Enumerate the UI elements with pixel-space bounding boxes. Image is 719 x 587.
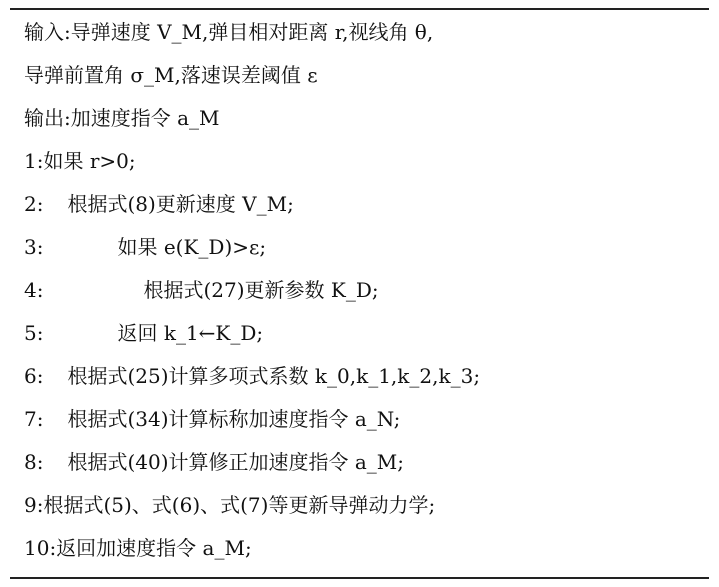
- step-5: [24, 318, 263, 348]
- input-line-1-text: 输入:导弹速度 V_M,弹目相对距离 r,视线角 θ,: [24, 20, 434, 44]
- top-rule: [10, 8, 709, 10]
- input-line-2-text: 导弹前置角 σ_M,落速误差阈值 ε: [24, 63, 318, 87]
- step-2-text: 根据式(8)更新速度 V_M;: [67, 192, 294, 216]
- step-7: [24, 404, 400, 434]
- step-8: [24, 447, 404, 477]
- output-line-text: 输出:加速度指令 a_M: [24, 106, 220, 130]
- step-1: [24, 146, 136, 176]
- step-9-text: 根据式(5)、式(6)、式(7)等更新导弹动力学;: [43, 493, 436, 517]
- step-3-text: 如果 e(K_D)>ε;: [117, 235, 267, 259]
- step-6-text: 根据式(25)计算多项式系数 k_0,k_1,k_2,k_3;: [67, 364, 481, 388]
- step-10-number: 10:: [24, 536, 57, 560]
- step-8-text: 根据式(40)计算修正加速度指令 a_M;: [67, 450, 405, 474]
- step-1-number: 1:: [24, 149, 44, 173]
- step-10-text: 返回加速度指令 a_M;: [56, 536, 252, 560]
- step-5-number: 5:: [24, 321, 44, 345]
- step-7-text: 根据式(34)计算标称加速度指令 a_N;: [67, 407, 401, 431]
- input-line-1: [24, 17, 433, 47]
- step-4-text: 根据式(27)更新参数 K_D;: [143, 278, 379, 302]
- step-3: [24, 232, 266, 262]
- step-9-number: 9:: [24, 493, 44, 517]
- bottom-rule: [10, 577, 709, 579]
- step-1-text: 如果 r>0;: [43, 149, 136, 173]
- step-2: [24, 189, 294, 219]
- step-5-text: 返回 k_1←K_D;: [117, 321, 264, 345]
- input-line-2: [24, 60, 318, 90]
- step-8-number: 8:: [24, 450, 44, 474]
- step-10: [24, 533, 252, 563]
- step-7-number: 7:: [24, 407, 44, 431]
- step-6-number: 6:: [24, 364, 44, 388]
- step-4-number: 4:: [24, 278, 44, 302]
- step-6: [24, 361, 480, 391]
- step-9: [24, 490, 435, 520]
- output-line: [24, 103, 220, 133]
- step-4: [24, 275, 379, 305]
- step-2-number: 2:: [24, 192, 44, 216]
- step-3-number: 3:: [24, 235, 44, 259]
